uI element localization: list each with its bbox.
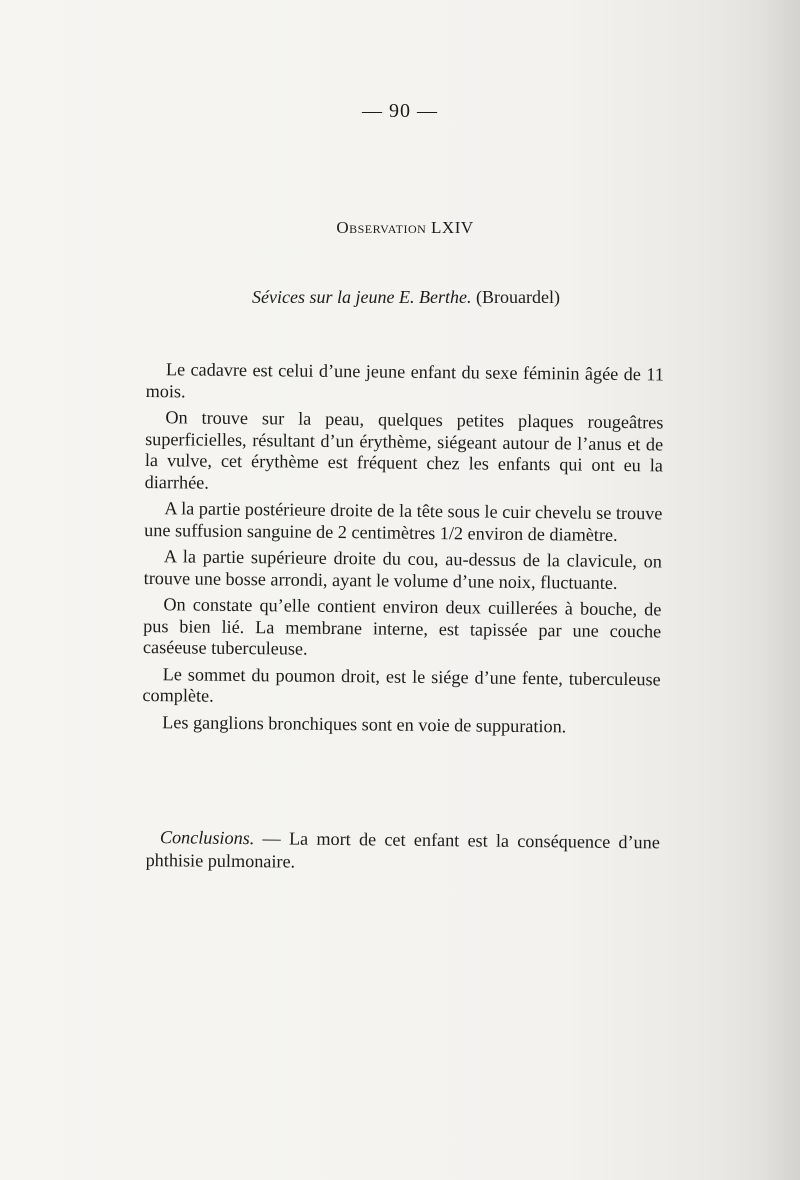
- conclusion-paragraph: [146, 826, 660, 877]
- paragraph: A la partie postérieure droite de la tête sous le cuir chevelu se trouve une suffusion sanguine de 2 centimètres 1/2 environ de diamètre.: [144, 498, 663, 545]
- paragraph: A la partie supérieure droite du cou, au-dessus de la clavicule, on trouve une bosse arrondi, ayant le volume d’une noix, fluctuante.: [143, 546, 663, 593]
- paragraph: On trouve sur la peau, quelques petites plaques rougeâtres superficielles, résultant d’un érythème, siégeant autour de l’anus et de la vulve, cet érythème est fréquent chez les enfants qui ont eu la diarrhée.: [144, 407, 664, 493]
- subtitle-author: (Brouardel): [475, 287, 560, 307]
- observation-body: [142, 359, 664, 743]
- paragraph: Les ganglions bronchiques sont en voie de suppuration.: [162, 711, 567, 736]
- paragraph: Le cadavre est celui d’une jeune enfant du sexe féminin âgée de 11 mois.: [145, 359, 664, 401]
- observation-subtitle: [0, 287, 800, 308]
- conclusion-text: — La mort de cet enfant est la conséquence d’une phthisie pulmonaire.: [145, 828, 660, 872]
- page-edge-shadow: [760, 0, 800, 1180]
- conclusion-label: Conclusions.: [159, 827, 255, 849]
- page-number: — 90 —: [362, 100, 438, 122]
- observation-title: Observation LXIV: [336, 218, 474, 237]
- subtitle-case-name: Sévices sur la jeune E. Berthe.: [252, 287, 472, 307]
- paragraph: On constate qu’elle contient environ deux cuillerées à bouche, de pus bien lié. La membrane interne, est tapissée par une couche caséeuse tuberculeuse.: [142, 594, 662, 659]
- conclusion: [146, 826, 660, 877]
- paragraph: Le sommet du poumon droit, est le siége d’une fente, tuberculeuse complète.: [142, 663, 661, 706]
